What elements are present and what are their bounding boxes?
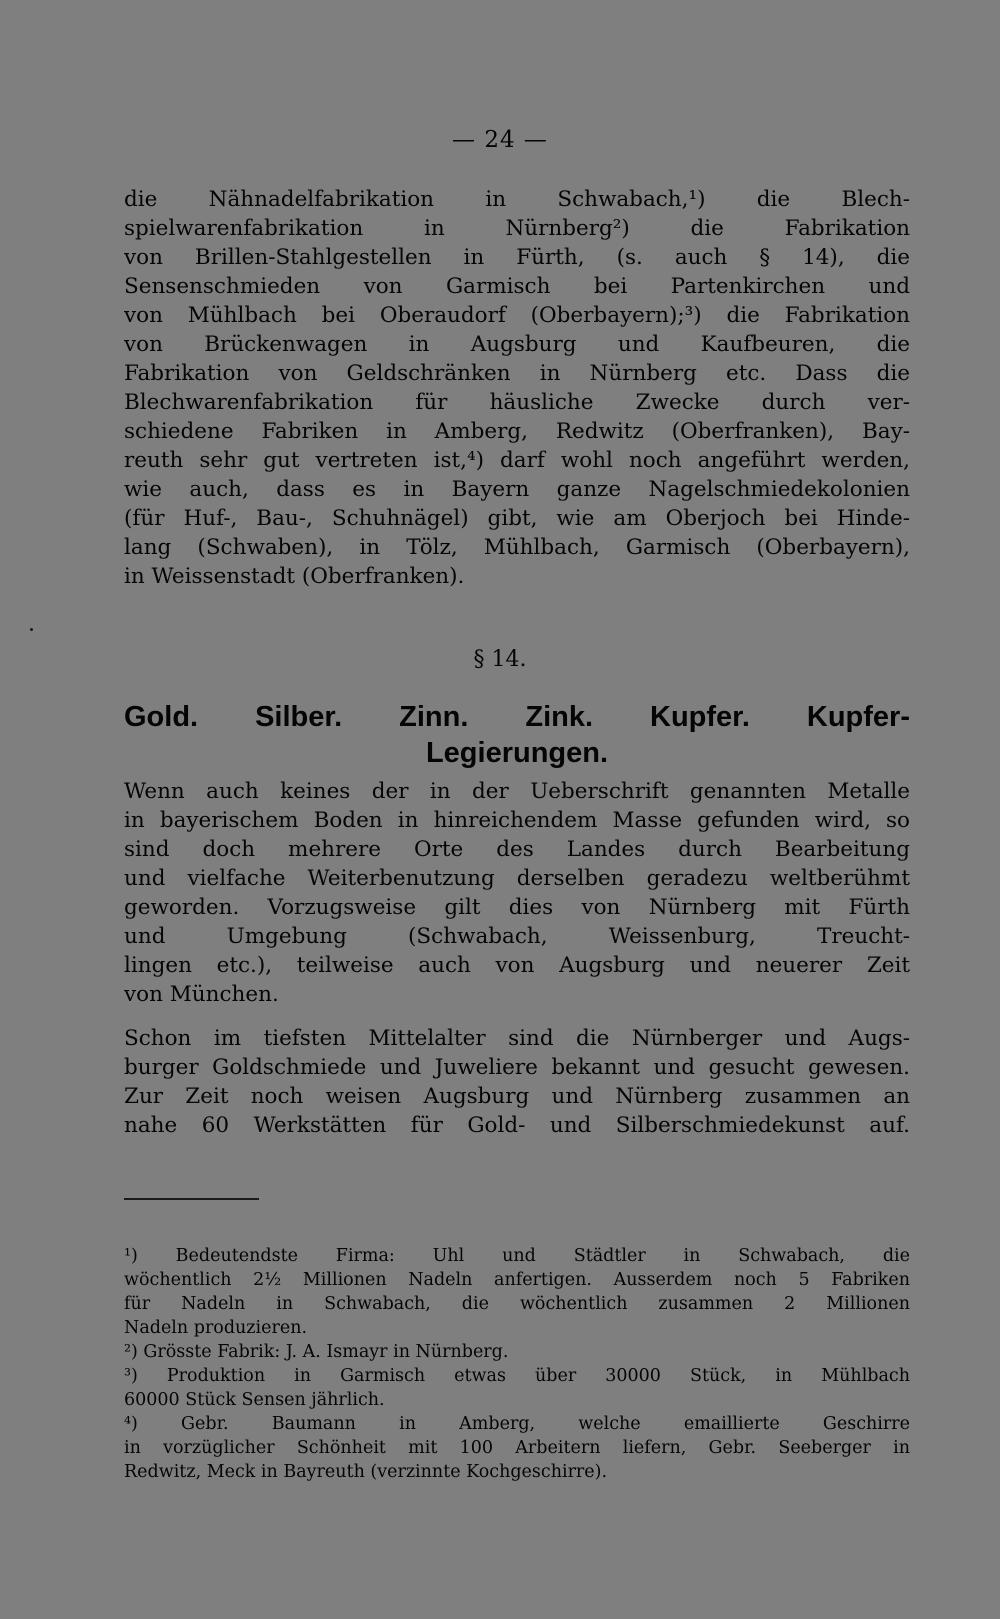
body-line: von Mühlbach bei Oberaudorf (Oberbayern);³) die Fabrikation: [124, 303, 910, 328]
footnote-line: Nadeln produzieren.: [124, 1318, 308, 1338]
footnote-line: ²) Grösste Fabrik: J. A. Ismayr in Nürnberg.: [124, 1342, 509, 1362]
footnote-line: wöchentlich 2½ Millionen Nadeln anfertigen. Ausserdem noch 5 Fabriken: [124, 1270, 910, 1290]
footnote-line: 60000 Stück Sensen jährlich.: [124, 1390, 385, 1410]
body-line: wie auch, dass es in Bayern ganze Nagelschmiedekolonien: [124, 477, 910, 502]
paragraph-line: Schon im tiefsten Mittelalter sind die Nürnberger und Augs-: [124, 1026, 910, 1051]
footnote-line: für Nadeln in Schwabach, die wöchentlich zusammen 2 Millionen: [124, 1294, 910, 1314]
footnote-line: in vorzüglicher Schönheit mit 100 Arbeitern liefern, Gebr. Seeberger in: [124, 1438, 910, 1458]
body-line: schiedene Fabriken in Amberg, Redwitz (Oberfranken), Bay-: [124, 419, 910, 444]
body-line: spielwarenfabrikation in Nürnberg²) die Fabrikation: [124, 216, 910, 241]
body-line: reuth sehr gut vertreten ist,⁴) darf wohl noch angeführt werden,: [124, 448, 910, 473]
section-heading-line2: Legierungen.: [425, 737, 609, 769]
section-heading-line1: Gold. Silber. Zinn. Zink. Kupfer. Kupfer-: [124, 701, 910, 733]
paragraph-line: burger Goldschmiede und Juweliere bekannt und gesucht gewesen.: [124, 1055, 910, 1080]
paragraph-line: nahe 60 Werkstätten für Gold- und Silberschmiedekunst auf.: [124, 1113, 910, 1138]
footnote-line: ³) Produktion in Garmisch etwas über 30000 Stück, in Mühlbach: [124, 1366, 910, 1386]
paragraph-line: von München.: [124, 982, 279, 1007]
footnote-line: ¹) Bedeutendste Firma: Uhl und Städtler in Schwabach, die: [124, 1246, 910, 1266]
paragraph-line: sind doch mehrere Orte des Landes durch Bearbeitung: [124, 837, 910, 862]
body-line: in Weissenstadt (Oberfranken).: [124, 564, 465, 589]
footnote-rule: [124, 1198, 259, 1200]
paragraph-line: geworden. Vorzugsweise gilt dies von Nürnberg mit Fürth: [124, 895, 910, 920]
body-line: von Brückenwagen in Augsburg und Kaufbeuren, die: [124, 332, 910, 357]
body-line: lang (Schwaben), in Tölz, Mühlbach, Garmisch (Oberbayern),: [124, 535, 910, 560]
paragraph-line: und Umgebung (Schwabach, Weissenburg, Treucht-: [124, 924, 910, 949]
paragraph-line: Wenn auch keines der in der Ueberschrift genannten Metalle: [124, 779, 910, 804]
paragraph-line: in bayerischem Boden in hinreichendem Masse gefunden wird, so: [124, 808, 910, 833]
paragraph-line: Zur Zeit noch weisen Augsburg und Nürnberg zusammen an: [124, 1084, 910, 1109]
body-line: Blechwarenfabrikation für häusliche Zwecke durch ver-: [124, 390, 910, 415]
body-line: von Brillen-Stahlgestellen in Fürth, (s. auch § 14), die: [124, 245, 910, 270]
body-line: Sensenschmieden von Garmisch bei Partenkirchen und: [124, 274, 910, 299]
body-line: die Nähnadelfabrikation in Schwabach,¹) die Blech-: [124, 187, 910, 212]
footnote-line: ⁴) Gebr. Baumann in Amberg, welche emaillierte Geschirre: [124, 1414, 910, 1434]
footnote-line: Redwitz, Meck in Bayreuth (verzinnte Kochgeschirre).: [124, 1462, 608, 1482]
body-line: Fabrikation von Geldschränken in Nürnberg etc. Dass die: [124, 361, 910, 386]
page-number: — 24 —: [452, 127, 548, 153]
section-number: § 14.: [473, 647, 527, 672]
body-line: (für Huf-, Bau-, Schuhnägel) gibt, wie am Oberjoch bei Hinde-: [124, 506, 910, 531]
print-speck: [30, 628, 33, 631]
paragraph-line: und vielfache Weiterbenutzung derselben geradezu weltberühmt: [124, 866, 910, 891]
paragraph-line: lingen etc.), teilweise auch von Augsburg und neuerer Zeit: [124, 953, 910, 978]
